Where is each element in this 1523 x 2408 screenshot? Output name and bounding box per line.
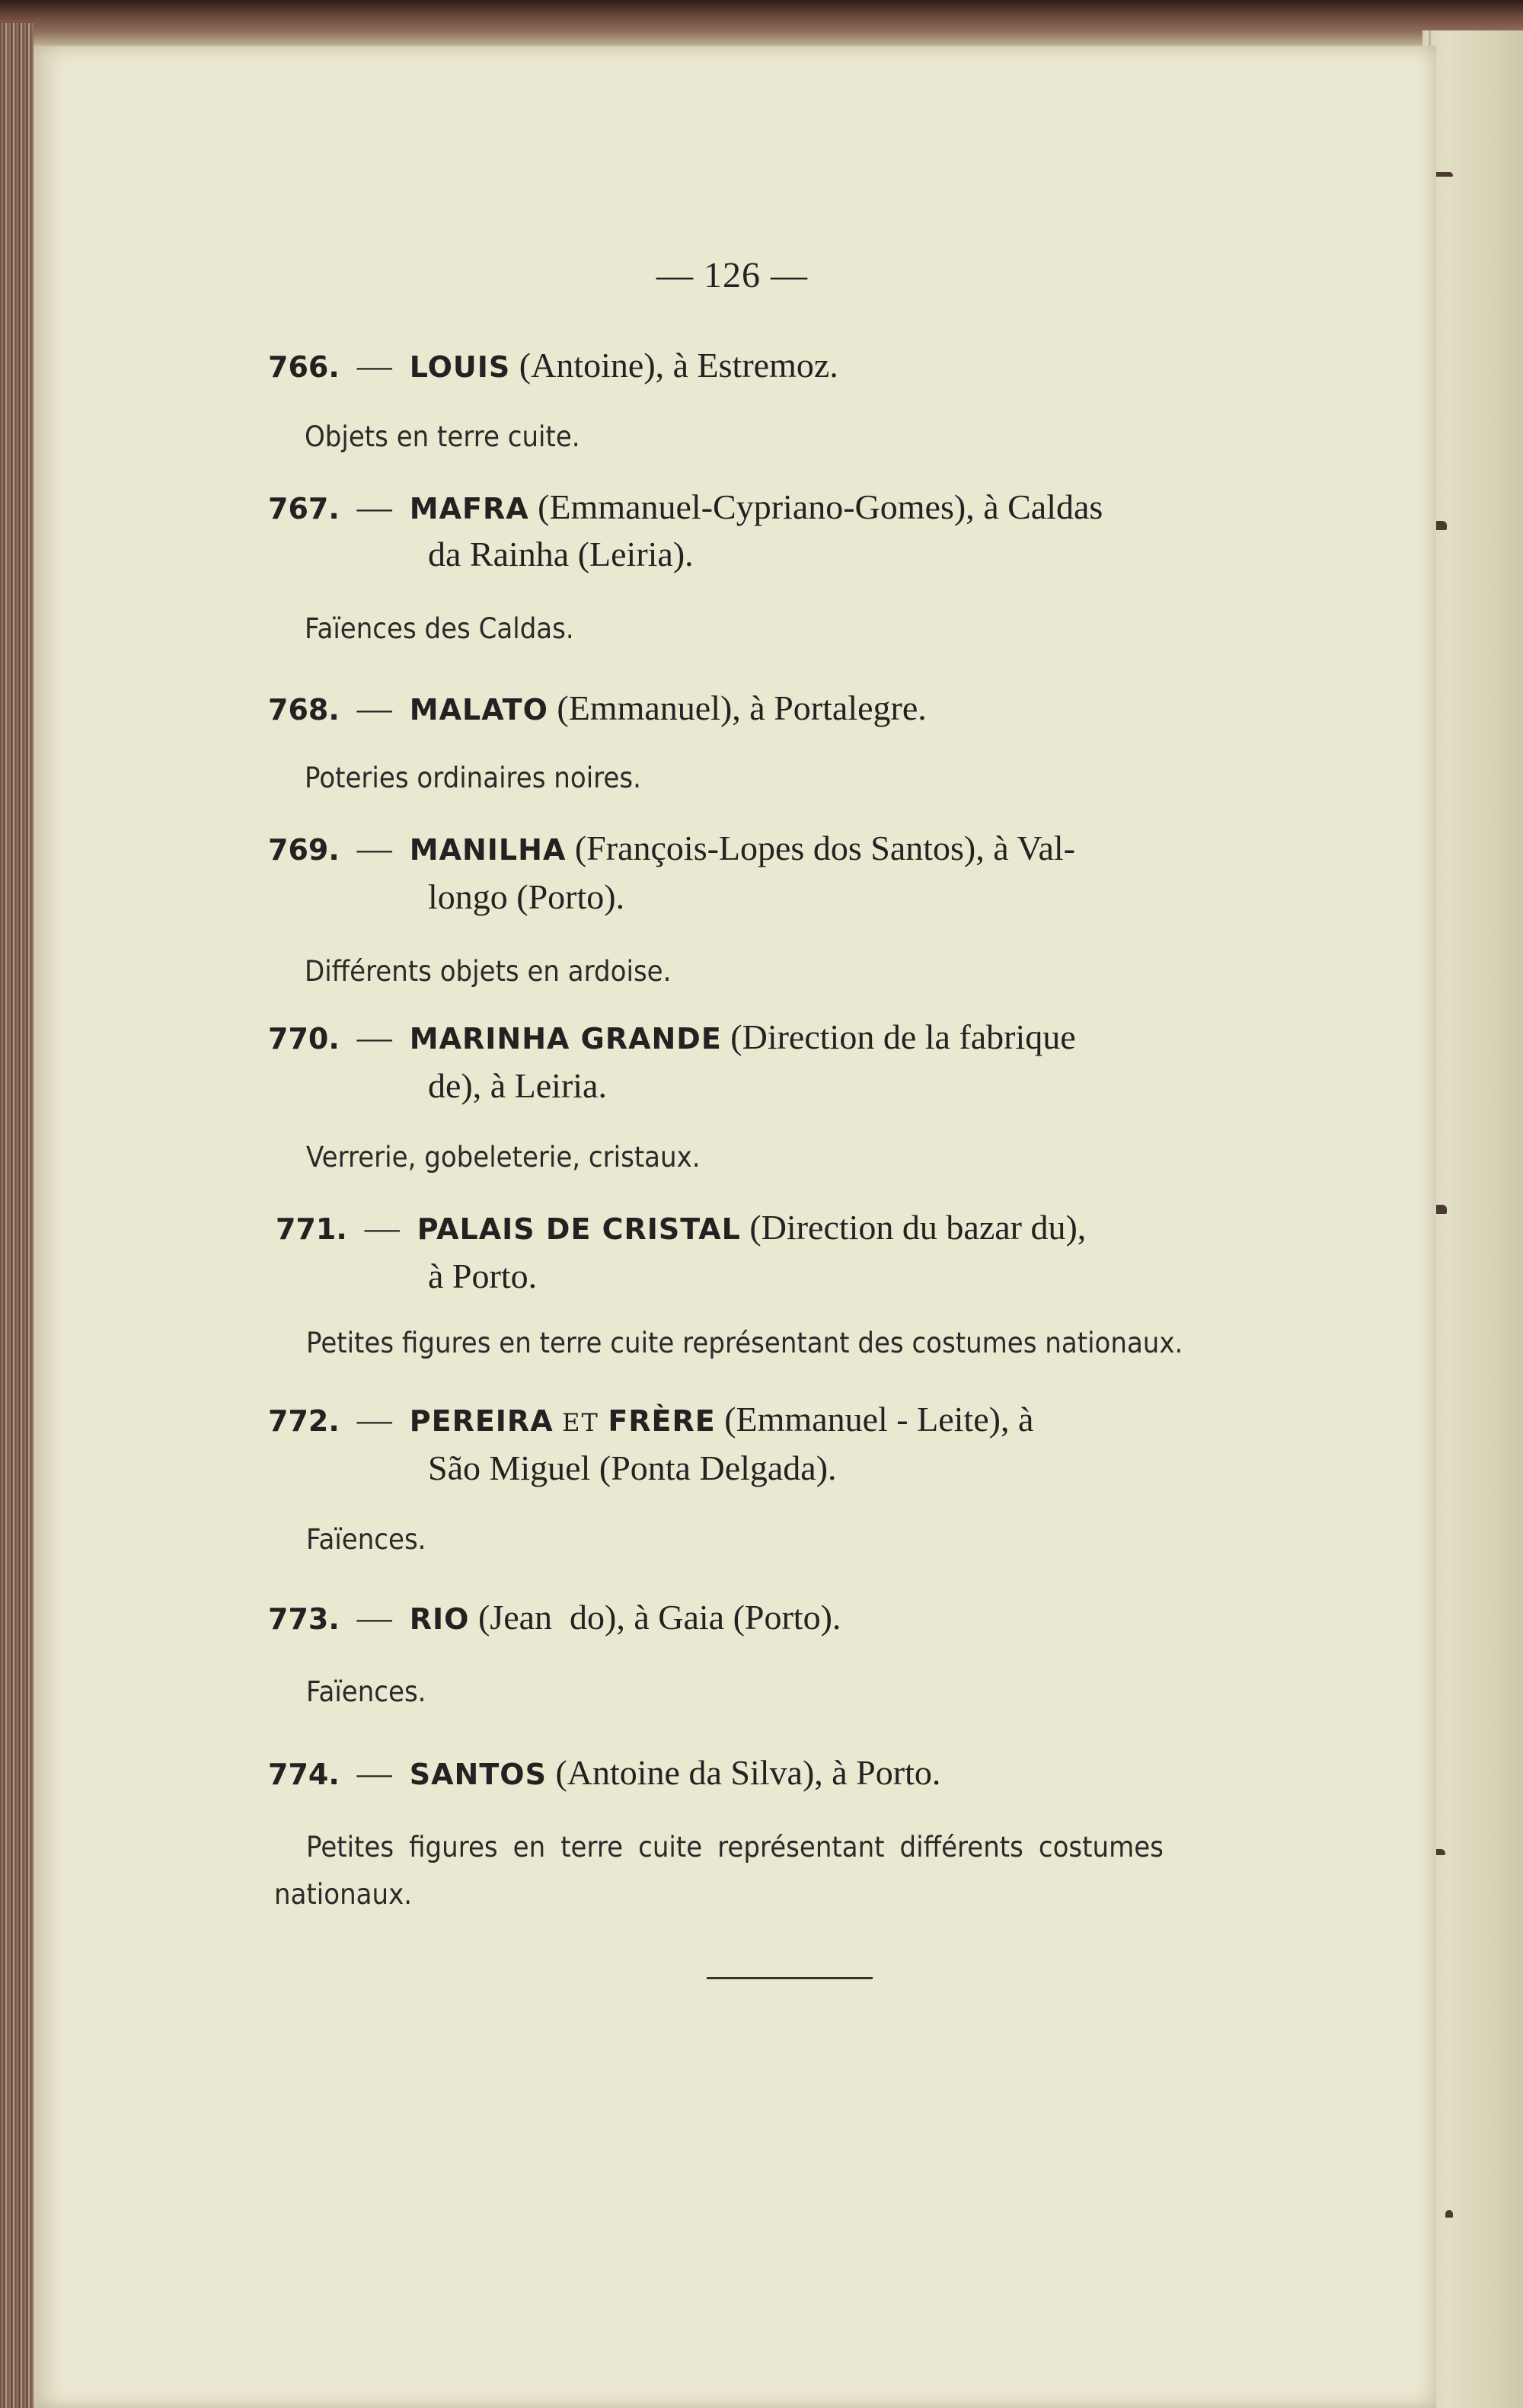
entry-continuation: da Rainha (Leiria). (428, 535, 694, 573)
entry-continuation: longo (Porto). (428, 877, 625, 916)
entry-description: Faïences des Caldas. (305, 612, 574, 645)
entry-heading: 773. — RIO (Jean do), à Gaia (Porto). (268, 1598, 841, 1637)
entry-description: Petites figures en terre cuite représentant différents costumes (306, 1831, 1164, 1863)
entry-heading: 767. — MAFRA (Emmanuel-Cypriano-Gomes), à Caldas (268, 487, 1103, 526)
entry-heading: 772. — PEREIRA ET FRÈRE (Emmanuel - Leite), à (268, 1400, 1034, 1439)
end-rule (707, 1977, 873, 1979)
entry-description: Verrerie, gobeleterie, cristaux. (306, 1141, 701, 1174)
entry-description: Objets en terre cuite. (305, 420, 580, 453)
entry-heading: 768. — MALATO (Emmanuel), à Portalegre. (268, 688, 927, 727)
entry-description: Différents objets en ardoise. (305, 955, 672, 988)
entry-description: Faïences. (306, 1523, 426, 1556)
entry-heading: 771. — PALAIS DE CRISTAL (Direction du bazar du), (276, 1208, 1087, 1247)
left-page-block-edge (0, 23, 34, 2408)
entry-description: Faïences. (306, 1675, 426, 1708)
entry-continuation: de), à Leiria. (428, 1066, 607, 1105)
entry-continuation: à Porto. (428, 1257, 538, 1295)
right-page-gutter (1422, 30, 1523, 2408)
entry-continuation: São Miguel (Ponta Delgada). (428, 1448, 837, 1487)
entry-description: Poteries ordinaires noires. (305, 762, 641, 794)
entry-description-continuation: nationaux. (274, 1878, 413, 1911)
entry-heading: 766. — LOUIS (Antoine), à Estremoz. (268, 346, 838, 385)
entry-heading: 769. — MANILHA (François-Lopes dos Santos), à Val- (268, 829, 1075, 867)
entry-heading: 774. — SANTOS (Antoine da Silva), à Porto. (268, 1753, 941, 1792)
entry-description: Petites figures en terre cuite représentant des costumes nationaux. (306, 1327, 1183, 1359)
entry-heading: 770. — MARINHA GRANDE (Direction de la fabrique (268, 1017, 1076, 1056)
binding-thread-mark (1445, 2210, 1453, 2218)
page-number: — 126 — (656, 255, 808, 295)
